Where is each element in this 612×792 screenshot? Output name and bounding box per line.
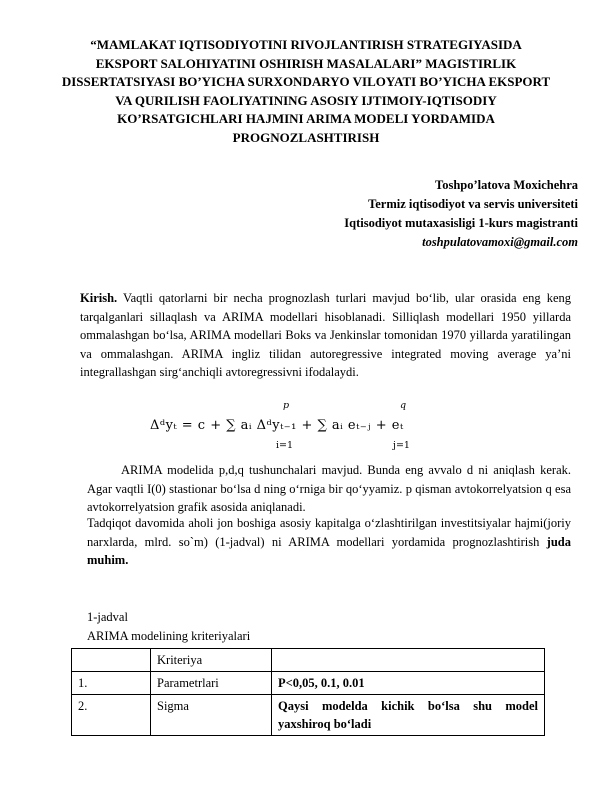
- table-cell: Sigma: [151, 695, 272, 736]
- intro-lead: Kirish.: [80, 291, 118, 305]
- formula-lower-i: i=1: [276, 440, 294, 451]
- intro-text: Vaqtli qatorlarni bir necha prognozlash turlari mavjud bo‘lib, ular orasida eng keng tarqalganlari sillaqlash va ARIMA modellari hisoblanadi. Silliqlash modellari 1950 yillarda ommalashgan bo‘lsa, ARIMA modellari Boks va Jenkinslar tomonidan 1970 yillarda yaratilingan va ommalashgan. ARIMA ingliz tilidan autoregressive integrated moving average ya’ni integrallashgan sirg‘anchiqli avtoregressivni ifodalaydi.: [80, 291, 571, 379]
- research-paragraph: [87, 514, 571, 570]
- formula-upper-p: p: [283, 400, 290, 411]
- author-block: [178, 176, 578, 252]
- author-name: Toshpo’latova Moxichehra: [435, 178, 578, 192]
- formula-body: Δᵈyₜ = c + ∑ aᵢ Δᵈyₜ₋₁ + ∑ aᵢ eₜ₋ⱼ + eₜ: [150, 418, 404, 433]
- author-university: Termiz iqtisodiyot va servis universiteti: [368, 197, 578, 211]
- table-caption: ARIMA modelining kriteriyalari: [87, 629, 251, 643]
- table-header-cell: Kriteriya: [151, 649, 272, 672]
- research-emphasis: juda muhim.: [87, 534, 571, 567]
- formula-upper-q: q: [400, 400, 407, 411]
- table-header-row: [72, 649, 545, 672]
- table-cell: P<0,05, 0.1, 0.01: [272, 672, 545, 695]
- intro-paragraph: [80, 289, 571, 382]
- table-row: [72, 672, 545, 695]
- paper-title: “MAMLAKAT IQTISODIYOTINI RIVOJLANTIRISH STRATEGIYASIDA EKSPORT SALOHIYATINI OSHIRISH MASALALARI” MAGISTIRLIK DISSERTATSIYASI BO’YICHA SURXONDARYO VILOYATI BO’YICHA EKSPORT VA QURILISH FAOLIYATINING ASOSIY IJTIMOIY-IQTISODIY KO’RSATGICHLARI HAJMINI ARIMA MODELI YORDAMIDA PROGNOZLASHTIRISH: [61, 37, 551, 145]
- arima-explanation-paragraph: ARIMA modelida p,d,q tushunchalari mavjud. Bunda eng avvalo d ni aniqlash kerak. Agar vaqtli I(0) stastionar bo‘lsa d ning o‘rniga bir qo‘yyamiz. p qisman avtokorrelyatsion q esa avtokorrelyatsion grafik asosida aniqlanadi.: [87, 463, 571, 514]
- table-cell: 1.: [72, 672, 151, 695]
- formula-lower-j: j=1: [393, 440, 410, 451]
- author-program: Iqtisodiyot mutaxasisligi 1-kurs magistranti: [344, 216, 578, 230]
- research-text: Tadqiqot davomida aholi jon boshiga asosiy kapitalga o‘zlashtirilgan investitsiyalar hajmi(joriy narxlarda, mlrd. so`m) (1-jadval) ni ARIMA modellari yordamida prognozlashtirish: [87, 516, 571, 549]
- arima-formula: [150, 398, 530, 456]
- table-header-cell: [72, 649, 151, 672]
- table-header-cell: [272, 649, 545, 672]
- table-cell: 2.: [72, 695, 151, 736]
- table-cell: Qaysi modelda kichik bo‘lsa shu model yaxshiroq bo‘ladi: [272, 695, 545, 736]
- table-row: [72, 695, 545, 736]
- author-email[interactable]: toshpulatovamoxi@gmail.com: [422, 235, 578, 249]
- criteria-table: [71, 648, 545, 736]
- table-cell: Parametrlari: [151, 672, 272, 695]
- table-label: 1-jadval: [87, 610, 128, 624]
